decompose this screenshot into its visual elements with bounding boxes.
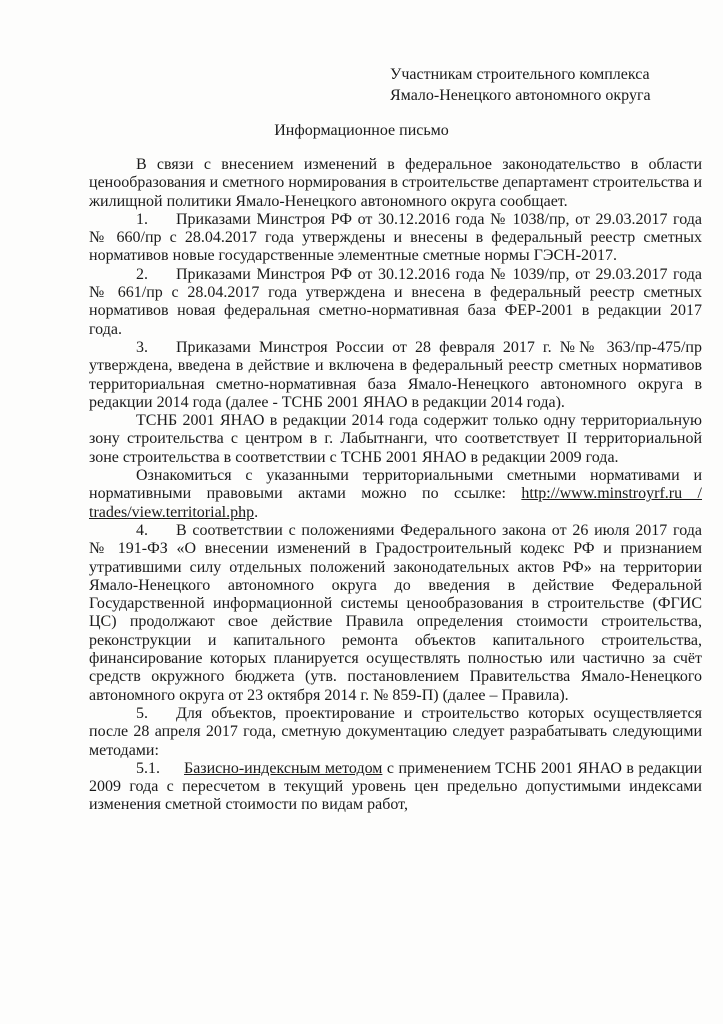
addressee-line-2: Ямало-Ненецкого автономного округа <box>390 87 651 104</box>
item-text: В соответствии с положениями Федерального закона от 26 июля 2017 года № 191-ФЗ «О внесении изменений в Градостроительный кодекс РФ и признанием утратившими силу отдельных положений законодательных актов РФ» на территории Ямало-Ненецкого автономного округа до введения в действие Федеральной Государственной информационной системы ценообразования в строительстве (ФГИС ЦС) продолжают свое действие Правила определения стоимости строительства, реконструкции и капитального ремонта объектов капитального строительства, финансирование которых планируется осуществлять полностью или частично за счёт средств окружного бюджета (утв. постановлением Правительства Ямало-Ненецкого автономного округа от 23 октября 2014 г. № 859-П) (далее – Правила). <box>89 521 702 704</box>
item-text: с применением ТСНБ 2001 ЯНАО в редакции 2009 года с пересчетом в текущий уровень цен предельно допустимыми индексами изменения сметной стоимости по видам работ, <box>89 759 703 814</box>
letter-body <box>89 156 702 815</box>
addressee-block <box>390 64 651 106</box>
item-text: Приказами Минстроя РФ от 30.12.2016 года № 1039/пр, от 29.03.2017 года № 661/пр с 28.04.2017 года утверждена и внесена в федеральный реестр сметных нормативов новая федеральная сметно-нормативная база ФЕР-2001 в редакции 2017 года. <box>89 265 702 338</box>
link-lead-text: Ознакомиться с указанными территориальными сметными нормативами и нормативными правовыми актами можно по ссылке: <box>89 467 702 503</box>
document-title: Информационное письмо <box>274 122 449 139</box>
item-3 <box>89 339 702 412</box>
item-2 <box>89 266 702 339</box>
item-text: Для объектов, проектирование и строительство которых осуществляется после 28 апреля 2017 года, сметную документацию следует разрабатывать следующими методами: <box>89 704 702 759</box>
link-paragraph <box>89 467 702 522</box>
item-number: 5. <box>136 704 148 722</box>
item-number: 1. <box>136 210 148 228</box>
addressee-line-1: Участникам строительного комплекса <box>390 66 650 83</box>
item-4 <box>89 522 702 705</box>
item-number: 2. <box>136 265 148 283</box>
minstroy-link[interactable]: http://www.minstroyrf.ru / trades/view.territorial.php <box>89 485 703 521</box>
intro-paragraph: В связи с внесением изменений в федеральное законодательство в области ценообразования и сметного нормирования в строительстве департамент строительства и жилищной политики Ямало-Ненецкого автономного округа сообщает. <box>89 156 702 210</box>
item-5-1 <box>89 760 702 815</box>
item-text: Приказами Минстроя РФ от 30.12.2016 года № 1038/пр, от 29.03.2017 года № 660/пр с 28.04.2017 года утверждены и внесены в федеральный реестр сметных нормативов новые государственные элементные сметные нормы ГЭСН-2017. <box>89 210 702 265</box>
item-1 <box>89 211 702 266</box>
item-number: 3. <box>136 338 148 356</box>
method-name: Базисно-индексным методом <box>184 759 383 777</box>
tsnb-paragraph: ТСНБ 2001 ЯНАО в редакции 2014 года содержит только одну территориальную зону строительства с центром в г. Лабытнанги, что соответствует II территориальной зоне строительства в соответствии с ТСНБ 2001 ЯНАО в редакции 2009 года. <box>89 412 702 466</box>
item-number: 5.1. <box>136 759 160 777</box>
item-number: 4. <box>136 521 148 539</box>
link-trailing-period: . <box>254 503 259 521</box>
item-5 <box>89 705 702 760</box>
item-text: Приказами Минстроя России от 28 февраля 2017 г. №№ 363/пр-475/пр утверждена, введена в действие и включена в федеральный реестр сметных нормативов территориальная сметно-нормативная база Ямало-Ненецкого автономного округа в редакции 2014 года (далее - ТСНБ 2001 ЯНАО в редакции 2014 года). <box>89 338 702 411</box>
